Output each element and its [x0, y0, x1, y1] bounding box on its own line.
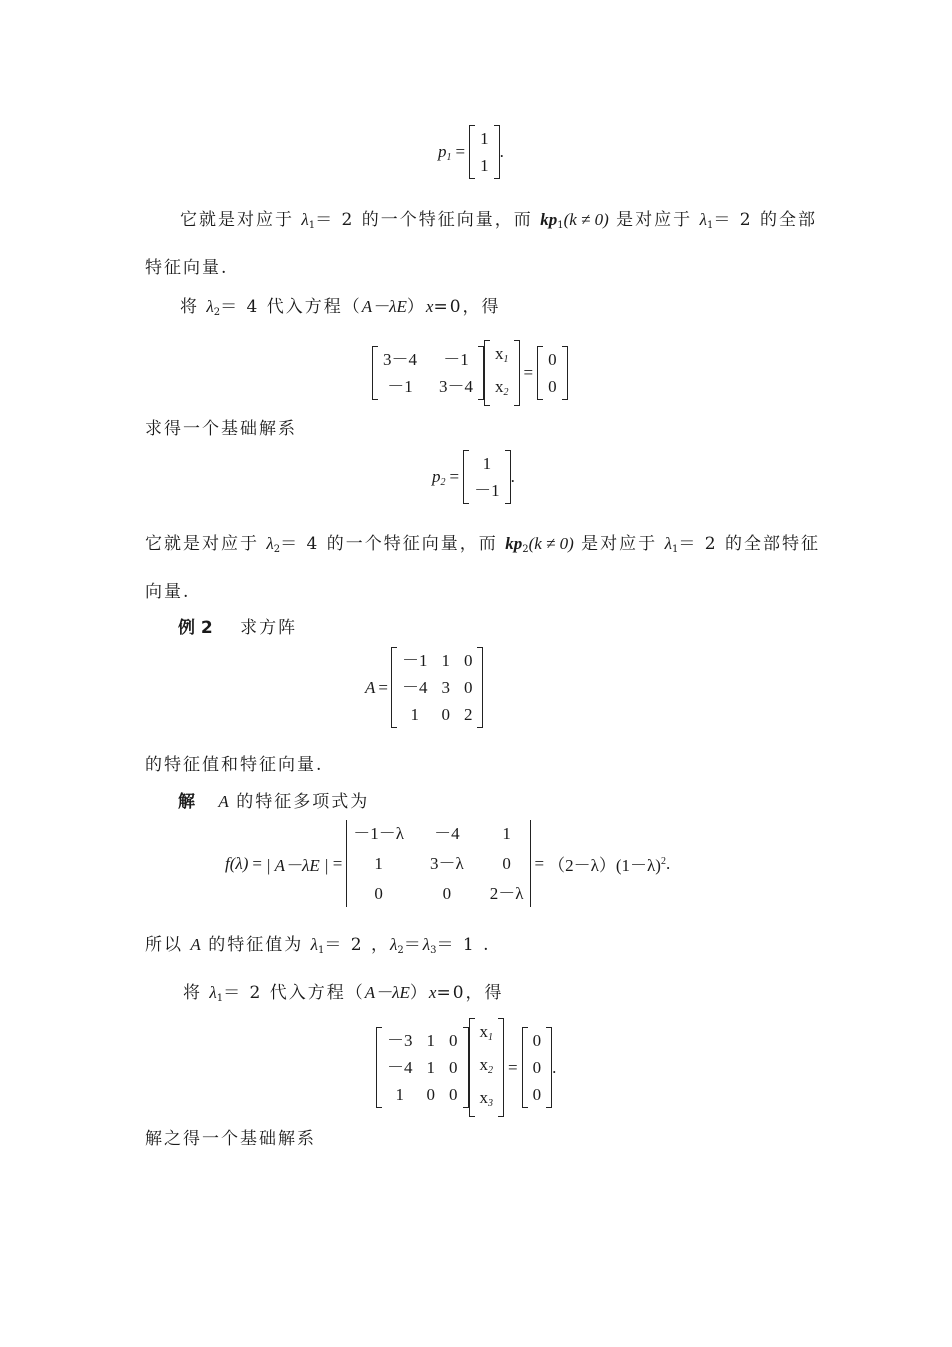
matrix-entry: 0 — [463, 678, 473, 697]
paragraph-eigenvector-2: 它就是对应于 $\lambda_2= 4$ 的一个特征向量，而 $kp_2(k \ne 0)$ 是对应于 $\lambda_1= 2$ 的全部特征 — [145, 534, 820, 555]
vector-entry: 1 — [480, 156, 489, 175]
example-heading — [178, 613, 297, 638]
vector-entry: －1 — [474, 481, 500, 500]
matrix-entry: 0 — [463, 651, 473, 670]
vector-entry: 0 — [548, 350, 557, 369]
matrix-entry: －4 — [401, 678, 428, 697]
matrix-entry: 2－λ — [489, 884, 524, 903]
matrix-entry: 1 — [426, 1031, 435, 1050]
equation-system-2 — [376, 1018, 556, 1117]
vector-entry: 0 — [548, 377, 557, 396]
paragraph-eigenvector-1: 它就是对应于 $\lambda_1= 2$ 的一个特征向量，而 $kp_1(k \ne 0)$ 是对应于 $\lambda_1= 2$ 的全部 — [180, 210, 817, 231]
vector-entry: $x_2$ — [495, 377, 509, 398]
example-label: 例 2 — [178, 618, 213, 638]
p2-symbol: $p_2$ — [432, 466, 446, 488]
matrix-entry: 0 — [442, 884, 452, 903]
matrix-entry: 1 — [502, 824, 511, 843]
equation-system-1 — [372, 340, 568, 406]
matrix-entry: 1 — [410, 705, 419, 724]
matrix-entry: 3－λ — [430, 854, 464, 873]
zero-vector — [522, 1027, 553, 1108]
matrix-a-symbol: A — [365, 677, 376, 697]
equals-sign: = — [378, 677, 388, 697]
period: . — [510, 467, 515, 486]
example-text: 求方阵 — [240, 618, 298, 638]
equals-sign: = — [534, 853, 545, 873]
paragraph-basis-2: 解之得一个基础解系 — [145, 1129, 316, 1149]
vector-entry: $x_2$ — [479, 1055, 493, 1076]
f-lambda: f(λ) — [225, 853, 249, 873]
matrix-entry: 3－4 — [439, 377, 473, 396]
matrix-entry: －1 — [387, 377, 413, 396]
vector-entry: 1 — [480, 129, 489, 148]
solution-heading — [178, 787, 369, 812]
matrix-entry: 0 — [449, 1031, 458, 1050]
matrix-entry: －4 — [387, 1058, 413, 1077]
paragraph-eigenvector-2-cont: 向量. — [145, 582, 191, 602]
matrix-entry: 1 — [426, 1058, 435, 1077]
matrix-entry: 0 — [441, 705, 450, 724]
period: . — [665, 853, 671, 873]
matrix-entry: 1 — [395, 1085, 404, 1104]
matrix-entry: 0 — [449, 1058, 458, 1077]
polynomial-result: $(2-\lambda)(1-\lambda)^2$ — [548, 856, 666, 875]
paragraph-eigenvector-1-cont: 特征向量. — [145, 258, 229, 278]
equation-p2 — [432, 450, 515, 504]
period: . — [552, 1057, 557, 1077]
unknown-vector — [484, 340, 520, 406]
matrix-entry: －1 — [443, 350, 469, 369]
equals-sign: = — [332, 853, 343, 873]
matrix-entry: 1 — [374, 854, 383, 873]
coefficient-matrix — [376, 1027, 469, 1108]
equals-sign: = — [252, 853, 263, 873]
matrix-entry: 3 — [441, 678, 450, 697]
coefficient-matrix — [372, 346, 484, 400]
paragraph-substitute-lambda2: 将 $\lambda_2= 4$ 代入方程（A－λE）x=0，得 — [180, 297, 501, 318]
matrix-entry: 0 — [426, 1085, 435, 1104]
equals-sign: = — [449, 467, 460, 486]
vector-entry: $x_1$ — [495, 344, 509, 365]
matrix-entry: 2 — [463, 705, 473, 724]
paragraph-eigenvalues: 所以 A 的特征值为 $\lambda_1= 2$ ，$\lambda_2=\lambda_3= 1$ . — [145, 935, 491, 956]
unknown-vector — [469, 1018, 505, 1117]
equation-matrix-a — [365, 647, 483, 728]
matrix-entry: 3－4 — [383, 350, 417, 369]
matrix-entry: 0 — [374, 884, 383, 903]
vector-p2 — [463, 450, 511, 504]
p1-symbol: $p_1$ — [438, 141, 452, 163]
equals-sign: = — [508, 1057, 518, 1077]
matrix-entry: 0 — [502, 854, 511, 873]
matrix-entry: 1 — [441, 651, 450, 670]
equals-sign: = — [455, 142, 466, 161]
equals-sign: = — [523, 363, 534, 382]
matrix-entry: －4 — [434, 824, 460, 843]
matrix-entry: －1 — [401, 651, 428, 670]
paragraph-substitute-lambda1: 将 $\lambda_1= 2$ 代入方程（A－λE）x=0，得 — [183, 983, 504, 1004]
matrix-entry: 0 — [449, 1085, 458, 1104]
det-expression: | A－λE | — [266, 856, 329, 875]
vector-entry: 0 — [532, 1058, 542, 1077]
vector-entry: 0 — [532, 1031, 542, 1050]
vector-entry: $x_1$ — [479, 1022, 493, 1043]
period: . — [499, 142, 504, 161]
matrix-a — [391, 647, 484, 728]
solution-a-symbol: A — [218, 792, 229, 811]
solution-text: 的特征多项式为 — [228, 792, 370, 812]
solution-label: 解 — [178, 792, 195, 812]
matrix-entry: －3 — [387, 1031, 413, 1050]
vector-entry: 0 — [532, 1085, 542, 1104]
vector-entry: $x_3$ — [479, 1088, 493, 1109]
zero-vector — [537, 346, 568, 400]
equation-p1 — [438, 125, 504, 179]
vector-p1 — [469, 125, 500, 179]
determinant-matrix — [346, 820, 530, 907]
equation-characteristic-polynomial — [225, 820, 670, 907]
paragraph-eigen-question: 的特征值和特征向量. — [145, 755, 324, 775]
vector-entry: 1 — [482, 454, 492, 473]
paragraph-basis-1: 求得一个基础解系 — [145, 419, 297, 439]
matrix-entry: －1－λ — [353, 824, 405, 843]
